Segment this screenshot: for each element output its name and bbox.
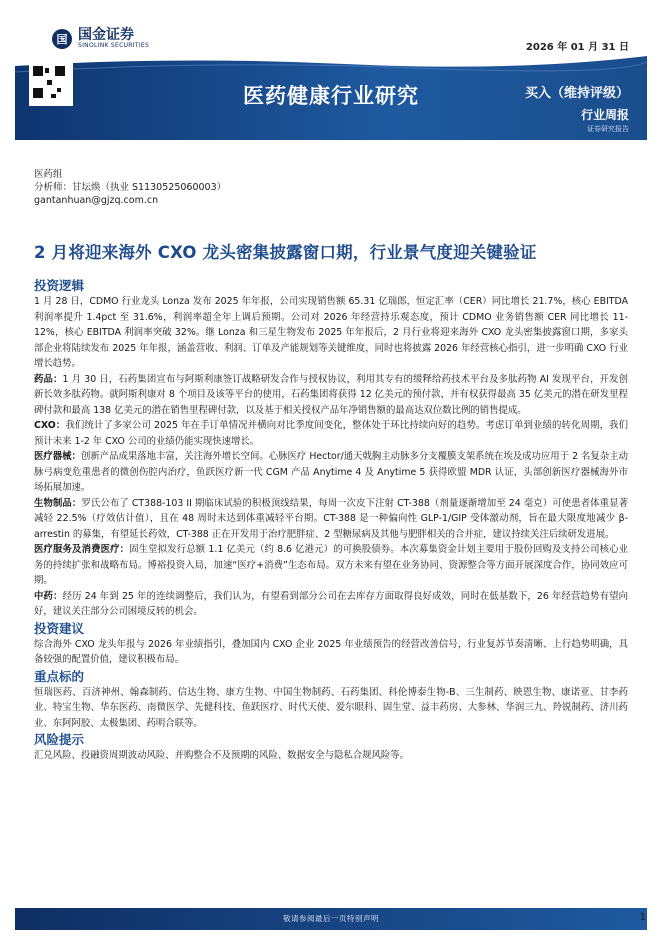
paragraph-label: 医疗器械： (34, 451, 81, 462)
report-subtype: 证券研究报告 (587, 125, 629, 133)
paragraph-drugs: 药品：1 月 30 日，石药集团宣布与阿斯利康签订战略研发合作与授权协议，利用其专有的缓释给药技术平台及多肽药物 AI 发现平台，开发创新长效多肽药物。就阿斯利康对 8 个项目及该等平台的使用，石药集团将获得 12 亿美元的预付款，并有权获得最高 35 亿美元的潜在研发里程碑付款和最高 138 亿美元的潜在销售里程碑付款，以及基于相关授权产品年净销售额的最高达双位数比例的销售提成。 (34, 373, 628, 416)
paragraph-label: 生物制品： (34, 497, 82, 509)
group-name: 医药组 (34, 169, 63, 180)
report-date: 2026 年 01 月 31 日 (525, 42, 629, 53)
paragraph-cxo: CXO：我们统计了多家公司 2025 年在手订单情况并横向对比季度间变化，整体处于环比持续向好的趋势。考虑订单到业绩的转化周期，我们预计未来 1-2 年 CXO 公司的业绩仍能实现快速增长。 (34, 420, 629, 447)
paragraph-label: 药品： (34, 373, 63, 385)
section-heading-risk: 风险提示 (34, 732, 85, 747)
paragraph-targets: 恒瑞医药、百济神州、翰森制药、信达生物、康方生物、中国生物制药、石药集团、科伦博泰生物-B、三生制药、映恩生物、康诺亚、甘李药业、特宝生物、华东医药、南微医学、先健科技、鱼跃医疗、时代天使、爱尔眼科、固生堂、益丰药房、大参林、华润三九、羚锐制药、济川药业、东阿阿胶、太极集团、药明合联等。 (34, 686, 628, 729)
section-heading-logic: 投资逻辑 (34, 278, 85, 293)
paragraph-label: 医疗服务及消费医疗： (34, 544, 130, 555)
section-heading-advice: 投资建议 (34, 620, 85, 636)
footer-bar (15, 908, 647, 930)
industry-title: 医药健康行业研究 (243, 84, 419, 108)
report-title: 2 月将迎来海外 CXO 龙头密集披露窗口期，行业景气度迎关键验证 (34, 243, 537, 262)
company-logo (52, 28, 149, 50)
paragraph-advice: 综合海外 CXO 龙头年报与 2026 年业绩指引，叠加国内 CXO 企业 2025 年业绩预告的经营改善信号，行业复苏节奏清晰、上行趋势明确，具备较强的配置价值，建议积极布局。 (34, 638, 628, 665)
footer-disclaimer[interactable]: 敬请参阅最后一页特别声明 (283, 914, 379, 923)
analyst-name: 分析师：甘坛焕（执业 S1130525060003） (34, 182, 227, 193)
section-heading-targets: 重点标的 (34, 668, 85, 684)
logo-name-en: SINOLINK SECURITIES (78, 42, 150, 49)
paragraph-label: 中药： (34, 590, 63, 602)
paragraph-lonza: 1 月 28 日，CDMO 行业龙头 Lonza 发布 2025 年年报，公司实现销售额 65.31 亿瑞郎，恒定汇率（CER）同比增长 21.7%，核心 EBITDA 利润率提升 1.4pct 至 31.6%，利润率超全年上调后预期。公司对 2026 年经营持乐观态度，预计 CDMO 业务销售额 CER 同比增长 11-12%，核心 EBITDA 利润率突破 32%。继 Lonza 和三星生物发布 2025 年年报后，2 月行业将迎来海外 CXO 龙头密集披露窗口期，多家头部企业将陆续发布 2025 年年报，涵盖营收、利润、订单及产能规划等关键维度，同时也将披露 2026 年经营核心指引，进一步明确 CXO 行业增长趋势。 (34, 296, 628, 369)
logo-mark-icon: 国 (52, 29, 72, 49)
paragraph-tcm: 中药：经历 24 年到 25 年的连续调整后，我们认为，有望看到部分公司在去库存方面取得良好成效，同时在低基数下，26 年经营趋势有望向好，建议关注部分公司困境反转的机会。 (34, 590, 628, 617)
paragraph-label: CXO： (34, 420, 66, 431)
report-body (34, 277, 628, 764)
paragraph-biologics: 生物制品：罗氏公布了 CT388-103 II 期临床试验的积极顶线结果，每周一次皮下注射 CT-388（剂量逐渐增加至 24 毫克）可使患者体重显著减轻 22.5%（疗效估计值），且在 48 周时未达到体重减轻平台期。CT-388 是一种偏向性 GLP-1/GIP 受体激动剂，旨在最大限度地减少 β-arrestin 的募集，有望延长药效，CT-388 正在开发用于治疗肥胖症、2 型糖尿病及其他与肥胖相关的合并症，建议持续关注后续研发进展。 (34, 497, 628, 540)
logo-name-cn: 国金证券 (78, 27, 134, 43)
paragraph-risk: 汇兑风险、投融资周期波动风险、并购整合不及预期的风险、数据安全与隐私合规风险等。 (34, 750, 410, 761)
paragraph-devices: 医疗器械：创新产品成果落地丰富，关注海外增长空间。心脉医疗 Hector/通天戟胸主动脉多分支覆膜支架系统在埃及成功应用于 2 名复杂主动脉弓病变危重患者的微创伤腔内治疗，鱼跃医疗新一代 CGM 产品 Anytime 4 及 Anytime 5 获得欧盟 MDR 认证，头部创新医疗器械海外市场拓展加速。 (34, 451, 628, 493)
report-type: 行业周报 (580, 108, 629, 122)
analyst-email[interactable]: gantanhuan@gjzq.com.cn (34, 195, 159, 206)
analyst-info (34, 168, 226, 207)
rating-label: 买入（维持评级） (524, 86, 629, 101)
page-number: 1 (639, 912, 646, 923)
paragraph-services: 医疗服务及消费医疗：固生堂拟发行总额 1.1 亿美元（约 8.6 亿港元）的可换股债券。本次募集资金计划主要用于股份回购及支持公司核心业务的持续扩张和战略布局。博裕投资入局，加速“医疗+消费”生态布局。双方未来有望在业务协同、资源整合等方面开展深度合作，协同效应可期。 (34, 544, 628, 586)
report-header-banner (15, 16, 647, 140)
